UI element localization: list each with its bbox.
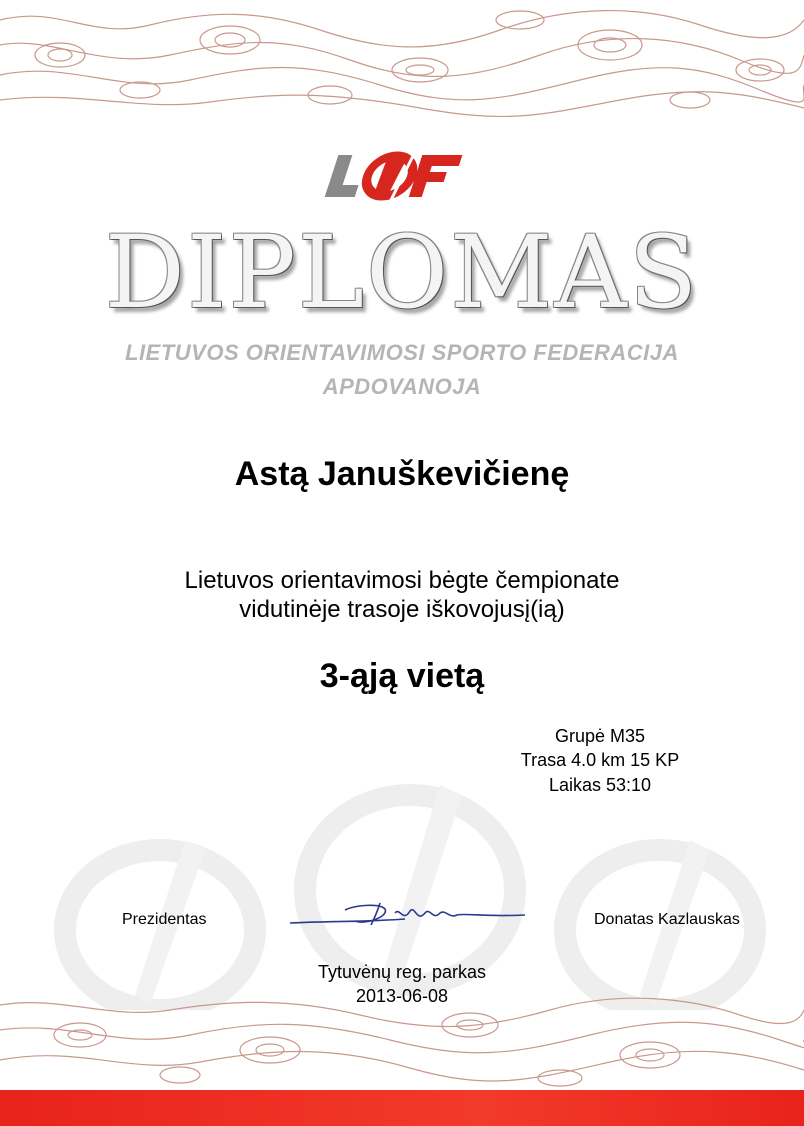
- place-awarded: 3-ąją vietą: [319, 657, 485, 695]
- description-line-2: vidutinėje trasoje iškovojusį(ią): [239, 596, 565, 623]
- time-detail: Laikas 53:10: [548, 775, 652, 795]
- course-detail: Trasa 4.0 km 15 KP: [520, 750, 680, 770]
- contour-border-bottom: [0, 990, 804, 1090]
- description-line-1: Lietuvos orientavimosi bėgte čempionate: [184, 567, 620, 594]
- federation-name: LIETUVOS ORIENTAVIMOSI SPORTO FEDERACIJA: [125, 340, 679, 365]
- event-venue: Tytuvėnų reg. parkas: [317, 962, 487, 982]
- president-title: Prezidentas: [122, 911, 207, 928]
- footer-red-band: [0, 1090, 804, 1126]
- federation-awards: APDOVANOJA: [322, 374, 482, 399]
- president-name: Donatas Kazlauskas: [594, 911, 740, 928]
- recipient-name: Astą Januškevičienę: [234, 455, 570, 493]
- contour-border-top: [0, 0, 804, 120]
- diploma-title: DIPLOMAS: [104, 214, 700, 331]
- event-date: 2013-06-08: [355, 986, 449, 1006]
- group-detail: Grupė M35: [554, 726, 646, 746]
- losf-logo: [320, 150, 490, 205]
- signature-image: [285, 895, 535, 935]
